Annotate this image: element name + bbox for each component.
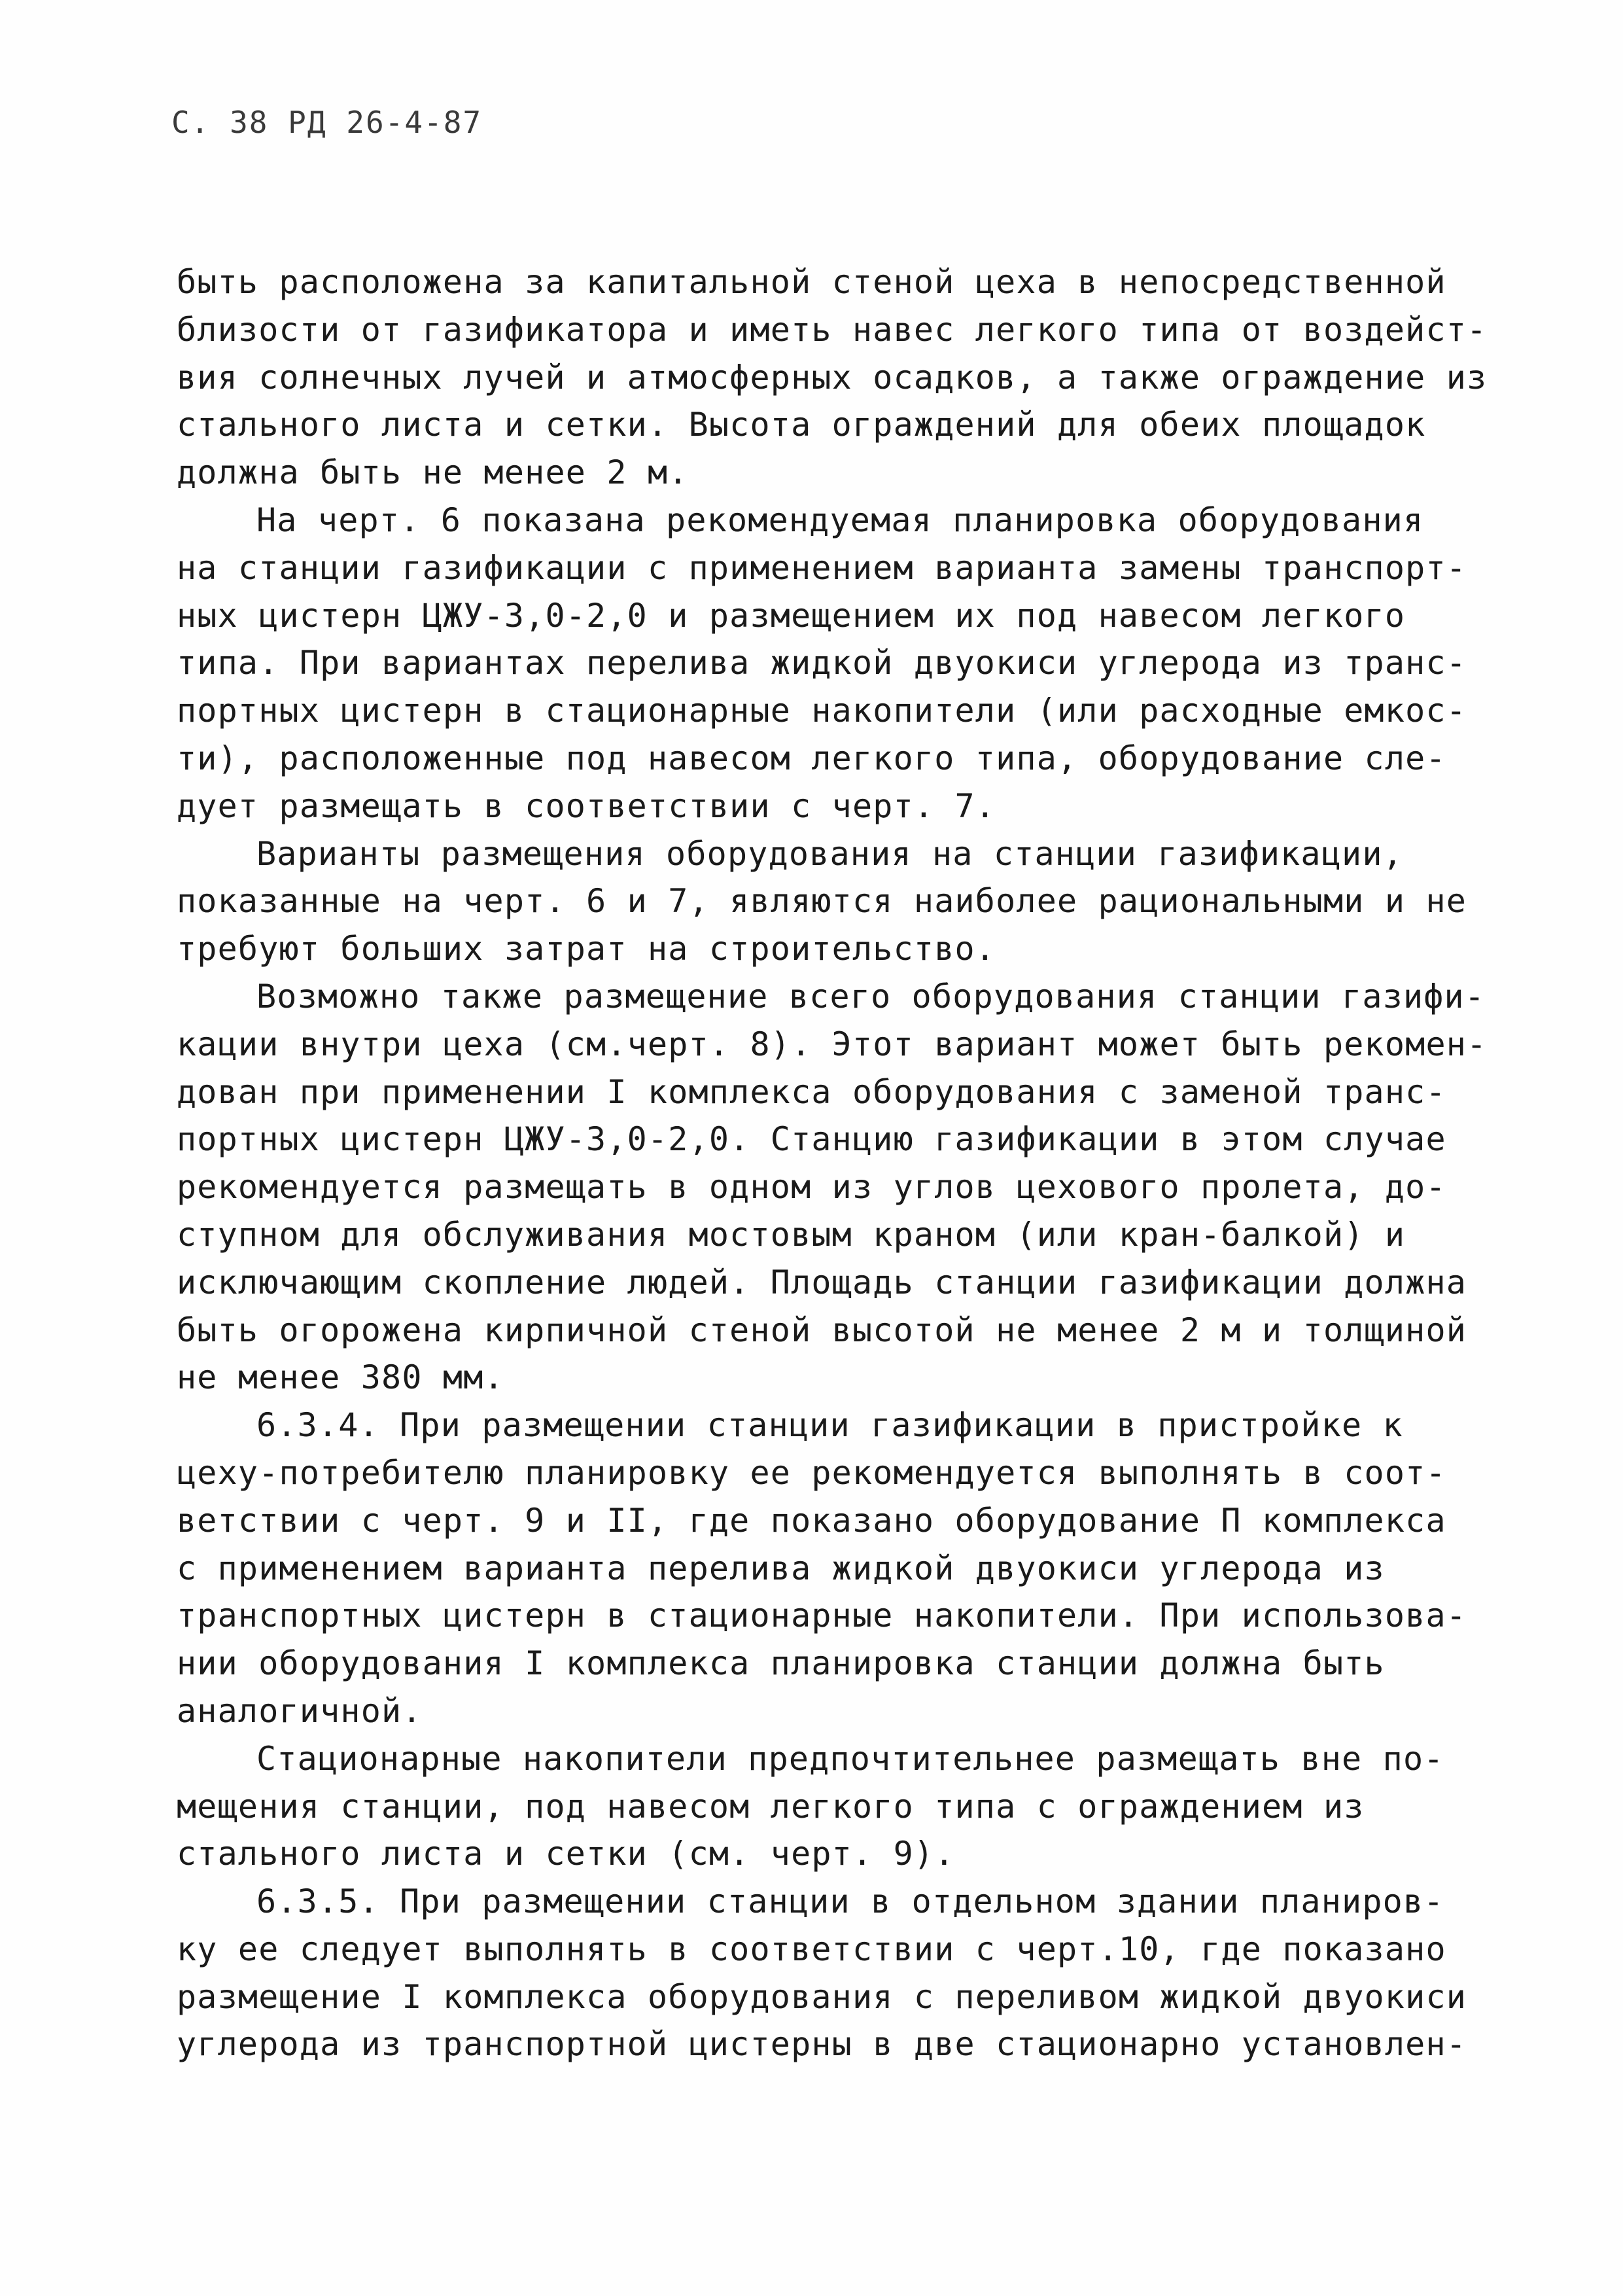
text-line: исключающим скопление людей. Площадь станции газификации должна (177, 1263, 1467, 1301)
text-line: мещения станции, под навесом легкого типа с ограждением из (177, 1787, 1365, 1826)
text-line: Варианты размещения оборудования на станции газификации, (256, 834, 1403, 873)
text-line: стального листа и сетки. Высота ограждений для обеих площадок (177, 406, 1426, 444)
text-line: цеху-потребителю планировку ее рекомендуется выполнять в соот- (177, 1453, 1446, 1492)
text-line: дован при применении I комплекса оборудования с заменой транс- (177, 1072, 1446, 1111)
text-line: портных цистерн ЦЖУ-3,0-2,0. Станцию газификации в этом случае (177, 1120, 1446, 1159)
text-line: вия солнечных лучей и атмосферных осадков, а также ограждение из (177, 358, 1488, 397)
text-line: ку ее следует выполнять в соответствии с черт.10, где показано (177, 1930, 1446, 1968)
text-line: рекомендуется размещать в одном из углов цехового пролета, до- (177, 1168, 1446, 1207)
text-line: транспортных цистерн в стационарные накопители. При использова- (177, 1597, 1467, 1635)
text-line: Стационарные накопители предпочтительнее размещать вне по- (256, 1739, 1444, 1778)
text-line: аналогичной. (177, 1691, 423, 1730)
text-line: с применением варианта перелива жидкой двуокиси углерода из (177, 1549, 1385, 1587)
text-line: кации внутри цеха (см.черт. 8). Этот вариант может быть рекомен- (177, 1025, 1488, 1063)
text-line: портных цистерн в стационарные накопители (или расходные емкос- (177, 692, 1467, 730)
text-line: ных цистерн ЦЖУ-3,0-2,0 и размещением их под навесом легкого (177, 596, 1406, 635)
text-line: размещение I комплекса оборудования с переливом жидкой двуокиси (177, 1977, 1467, 2016)
text-line: Возможно также размещение всего оборудования станции газифи- (256, 977, 1486, 1016)
text-line: ти), расположенные под навесом легкого типа, оборудование сле- (177, 739, 1446, 777)
text-line: стального листа и сетки (см. черт. 9). (177, 1835, 955, 1873)
text-line: быть расположена за капитальной стеной цеха в непосредственной (177, 263, 1446, 301)
text-line: быть огорожена кирпичной стеной высотой не менее 2 м и толщиной (177, 1311, 1467, 1349)
text-line: нии оборудования I комплекса планировка станции должна быть (177, 1644, 1385, 1683)
text-line: ступном для обслуживания мостовым краном (или кран-балкой) и (177, 1215, 1406, 1254)
text-line: на станции газификации с применением варианта замены транспорт- (177, 548, 1467, 587)
body-text (177, 258, 1488, 2068)
text-line: 6.3.5. При размещении станции в отдельном здании планиров- (256, 1882, 1444, 1921)
text-line: типа. При вариантах перелива жидкой двуокиси углерода из транс- (177, 644, 1467, 682)
text-line: не менее 380 мм. (177, 1358, 504, 1397)
text-line: должна быть не менее 2 м. (177, 453, 689, 492)
text-line: углерода из транспортной цистерны в две стационарно установлен- (177, 2025, 1467, 2064)
text-line: показанные на черт. 6 и 7, являются наиболее рациональными и не (177, 882, 1467, 921)
page-header: С. 38 РД 26-4-87 (171, 105, 483, 140)
text-line: требуют больших затрат на строительство. (177, 930, 996, 968)
text-line: дует размещать в соответствии с черт. 7. (177, 786, 996, 825)
text-line: На черт. 6 показана рекомендуемая планировка оборудования (256, 501, 1424, 539)
text-line: ветствии с черт. 9 и II, где показано оборудование П комплекса (177, 1501, 1446, 1540)
text-line: близости от газификатора и иметь навес легкого типа от воздейст- (177, 310, 1488, 349)
text-line: 6.3.4. При размещении станции газификации в пристройке к (256, 1406, 1403, 1445)
